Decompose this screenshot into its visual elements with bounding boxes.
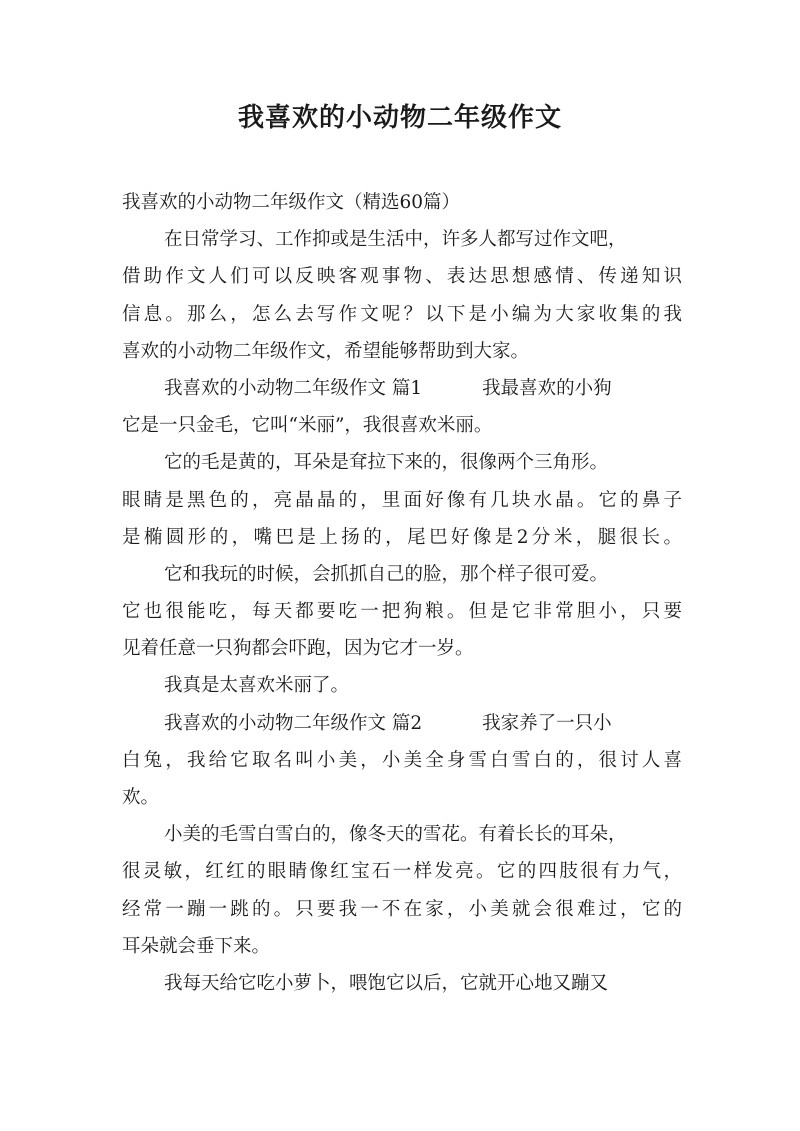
paragraph-line: 它和我玩的时候，会抓抓自己的脸，那个样子很可爱。 — [164, 563, 609, 585]
section-heading: 我喜欢的小动物二年级作文 篇1 — [164, 377, 423, 399]
paragraph-line: 白兔，我给它取名叫小美，小美全身雪白雪白的，很讨人喜 — [122, 749, 682, 771]
paragraph-line: 信息。那么，怎么去写作文呢？以下是小编为大家收集的我 — [122, 303, 682, 325]
paragraph-line: 我真是太喜欢米丽了。 — [164, 675, 350, 697]
subtitle-line: 我喜欢的小动物二年级作文（精选60篇） — [122, 192, 461, 213]
paragraph-line: 经常一蹦一跳的。只要我一不在家，小美就会很难过，它的 — [122, 898, 682, 920]
section-heading-line — [122, 370, 682, 407]
paragraph-line: 我每天给它吃小萝卜，喂饱它以后，它就开心地又蹦又 — [164, 972, 609, 994]
paragraph-line: 小美的毛雪白雪白的，像冬天的雪花。有着长长的耳朵， — [164, 824, 627, 846]
paragraph-start: 我家养了一只小 — [482, 712, 612, 734]
paragraph-line: 是椭圆形的，嘴巴是上扬的，尾巴好像是2分米，腿很长。 — [122, 526, 682, 548]
document-title: 我喜欢的小动物二年级作文 — [237, 103, 562, 133]
paragraph-line: 见着任意一只狗都会吓跑，因为它才一岁。 — [122, 638, 474, 660]
paragraph-line: 它的毛是黄的，耳朵是耷拉下来的，很像两个三角形。 — [164, 452, 609, 474]
paragraph-line: 它也很能吃，每天都要吃一把狗粮。但是它非常胆小，只要 — [122, 601, 682, 623]
paragraph-start: 我最喜欢的小狗 — [482, 377, 612, 399]
section-heading: 我喜欢的小动物二年级作文 篇2 — [164, 712, 423, 734]
section-heading-line — [122, 705, 682, 742]
paragraph-line: 眼睛是黑色的，亮晶晶的，里面好像有几块水晶。它的鼻子 — [122, 489, 682, 511]
paragraph-line: 欢。 — [122, 787, 160, 808]
paragraph-line: 借助作文人们可以反映客观事物、表达思想感情、传递知识 — [122, 266, 682, 288]
paragraph-line: 在日常学习、工作抑或是生活中，许多人都写过作文吧， — [164, 229, 627, 251]
paragraph-line: 耳朵就会垂下来。 — [122, 935, 271, 957]
document-body — [122, 184, 682, 1002]
paragraph-line: 很灵敏，红红的眼睛像红宝石一样发亮。它的四肢很有力气， — [122, 861, 682, 883]
paragraph-line: 它是一只金毛，它叫“米丽”，我很喜欢米丽。 — [122, 415, 493, 437]
paragraph-line: 喜欢的小动物二年级作文，希望能够帮助到大家。 — [122, 340, 530, 362]
